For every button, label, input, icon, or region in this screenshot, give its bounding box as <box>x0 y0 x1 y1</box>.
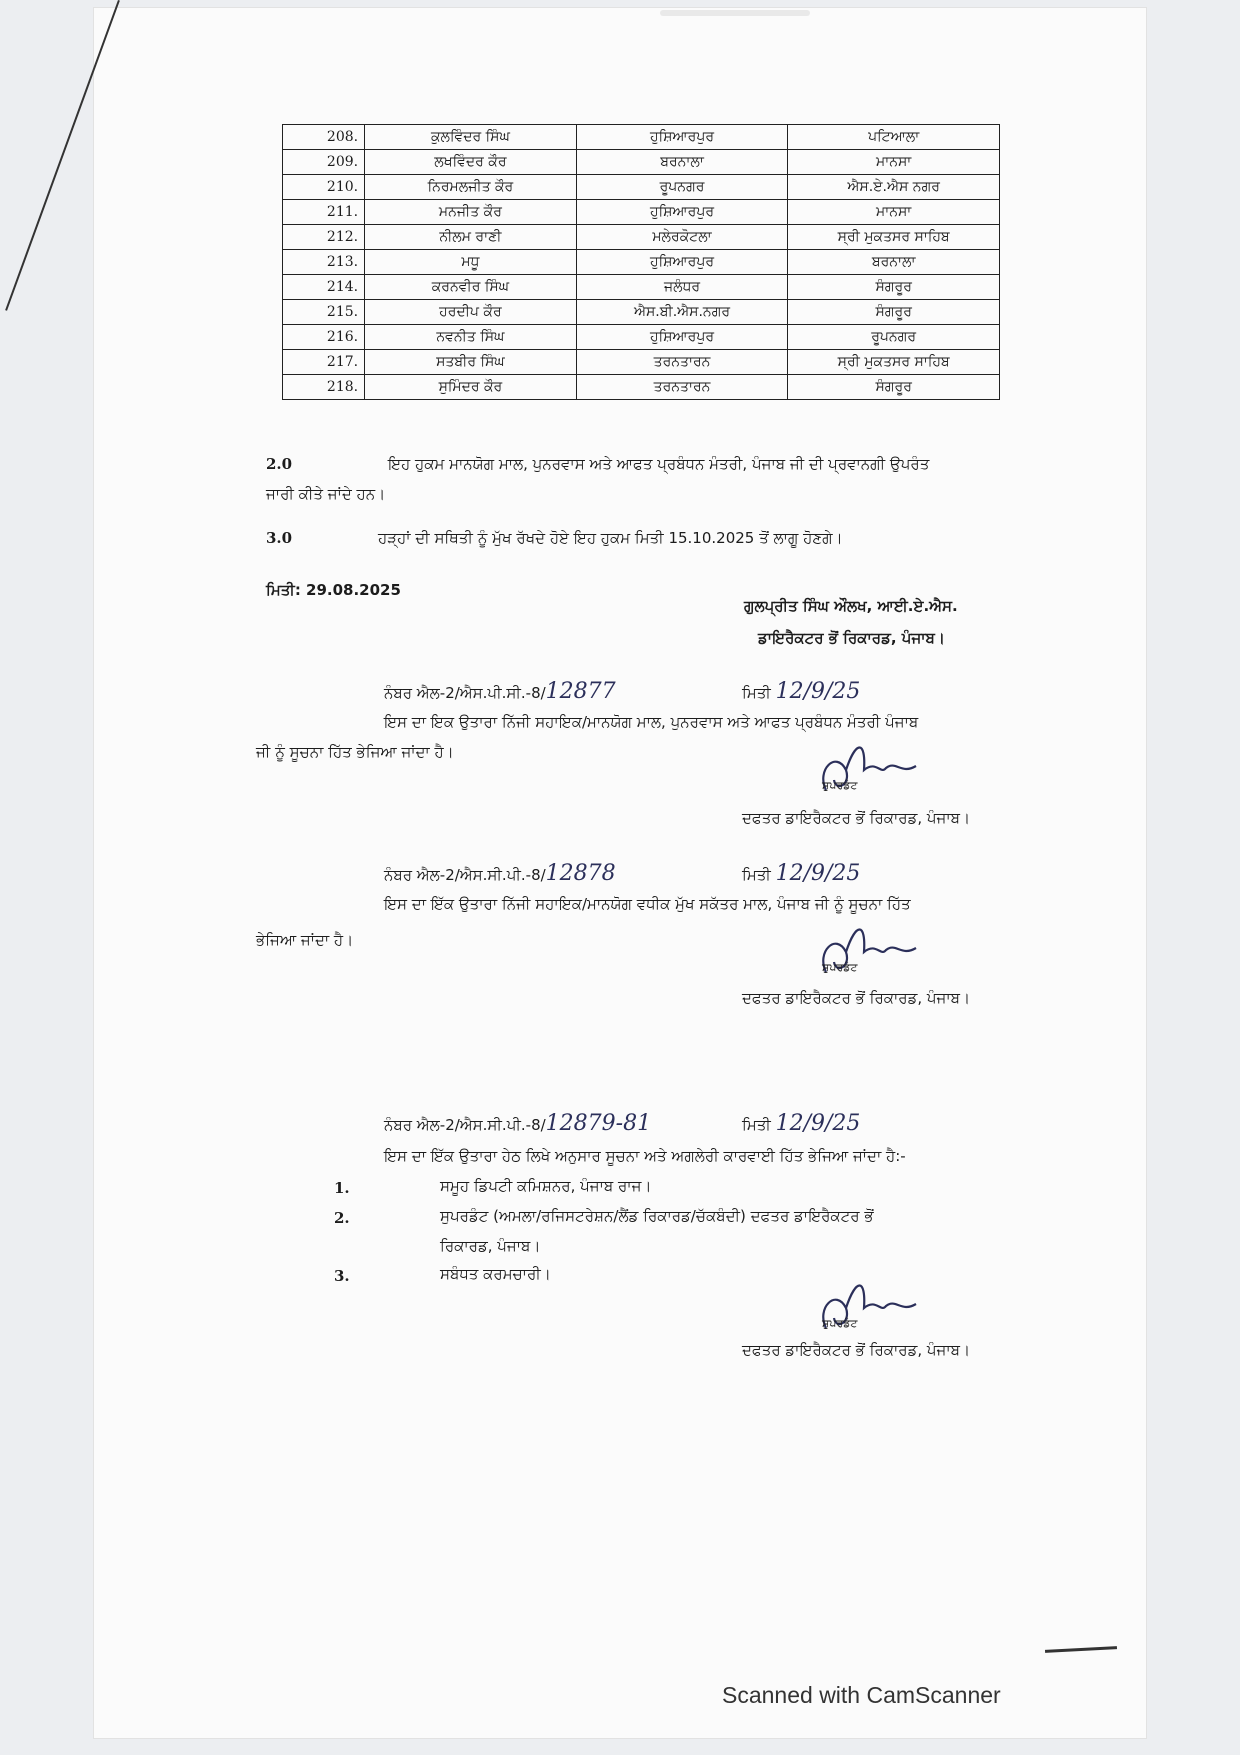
from-district-cell: ਬਰਨਾਲਾ <box>576 150 788 175</box>
to-district-cell: ਸੰਗਰੂਰ <box>788 275 1000 300</box>
serial-cell: 218. <box>283 375 365 400</box>
name-cell: ਮਧੂ <box>365 250 577 275</box>
date-handwritten: 12/9/25 <box>775 679 861 704</box>
serial-cell: 211. <box>283 200 365 225</box>
endorsement-3-line1: ਇਸ ਦਾ ਇੱਕ ਉਤਾਰਾ ਹੇਠ ਲਿਖੇ ਅਨੁਸਾਰ ਸੂਚਨਾ ਅਤੇ ਅਗਲੇਰੀ ਕਾਰਵਾਈ ਹਿੱਤ ਭੇਜਿਆ ਜਾਂਦਾ ਹੈ:- <box>384 1147 906 1165</box>
table-row <box>283 225 1000 250</box>
scanner-watermark: Scanned with CamScanner <box>722 1682 1001 1708</box>
table-row <box>283 325 1000 350</box>
from-district-cell: ਰੂਪਨਗਰ <box>576 175 788 200</box>
endorsement-2-date <box>742 860 860 889</box>
list-item-number: 3. <box>334 1267 350 1285</box>
list-item-number: 2. <box>334 1209 350 1227</box>
endorsement-2-line1: ਇਸ ਦਾ ਇੱਕ ਉਤਾਰਾ ਨਿੱਜੀ ਸਹਾਇਕ/ਮਾਨਯੋਗ ਵਧੀਕ ਮੁੱਖ ਸਕੱਤਰ ਮਾਲ, ਪੰਜਾਬ ਜੀ ਨੂੰ ਸੂਚਨਾ ਹਿੱਤ <box>384 895 911 913</box>
list-item-text: ਸੁਪਰਡੰਟ (ਅਮਲਾ/ਰਜਿਸਟਰੇਸ਼ਨ/ਲੈਂਡ ਰਿਕਾਰਡ/ਚੱਕਬੰਦੀ) ਦਫਤਰ ਡਾਇਰੈਕਟਰ ਭੋਂ <box>440 1207 874 1225</box>
endorsement-1-date <box>742 678 860 707</box>
table-row <box>283 375 1000 400</box>
name-cell: ਨਵਨੀਤ ਸਿੰਘ <box>365 325 577 350</box>
table-row <box>283 125 1000 150</box>
clause-2-number <box>266 450 292 478</box>
from-district-cell: ਮਲੇਰਕੋਟਲਾ <box>576 225 788 250</box>
date-handwritten: 12/9/25 <box>775 861 861 886</box>
name-cell: ਕੁਲਵਿੰਦਰ ਸਿੰਘ <box>365 125 577 150</box>
sig-caption: ਸੁਪਰਡੰਟ <box>822 961 858 974</box>
to-district-cell: ਐਸ.ਏ.ਐਸ ਨਗਰ <box>788 175 1000 200</box>
table-row <box>283 200 1000 225</box>
scan-artifact <box>660 10 810 16</box>
name-cell: ਨਿਰਮਲਜੀਤ ਕੌਰ <box>365 175 577 200</box>
clause-3-text: ਹੜ੍ਹਾਂ ਦੀ ਸਥਿਤੀ ਨੂੰ ਮੁੱਖ ਰੱਖਦੇ ਹੋਏ ਇਹ ਹੁਕਮ ਮਿਤੀ 15.10.2025 ਤੋਂ ਲਾਗੂ ਹੋਣਗੇ। <box>378 529 843 547</box>
list-item-number: 1. <box>334 1179 350 1197</box>
to-district-cell: ਮਾਨਸਾ <box>788 200 1000 225</box>
to-district-cell: ਸੰਗਰੂਰ <box>788 375 1000 400</box>
serial-cell: 216. <box>283 325 365 350</box>
table-row <box>283 150 1000 175</box>
signatory-title: ਡਾਇਰੈਕਟਰ ਭੋਂ ਰਿਕਾਰਡ, ਪੰਜਾਬ। <box>758 629 946 647</box>
clause-2-line2: ਜਾਰੀ ਕੀਤੇ ਜਾਂਦੇ ਹਨ। <box>266 485 386 503</box>
clause-number: 2.0 <box>266 455 293 473</box>
ref-number-printed: ਨੰਬਰ ਐਲ-2/ਐਸ.ਪੀ.ਸੀ.-8/ <box>384 684 546 702</box>
from-district-cell: ਤਰਨਤਾਰਨ <box>576 375 788 400</box>
to-district-cell: ਸ੍ਰੀ ਮੁਕਤਸਰ ਸਾਹਿਬ <box>788 350 1000 375</box>
from-district-cell: ਐਸ.ਬੀ.ਐਸ.ਨਗਰ <box>576 300 788 325</box>
sig-caption: ਸੁਪਰਡੰਟ <box>822 1317 858 1330</box>
list-item-text: ਸਬੰਧਤ ਕਰਮਚਾਰੀ। <box>440 1265 551 1283</box>
order-date: ਮਿਤੀ: 29.08.2025 <box>266 581 401 599</box>
table-row <box>283 350 1000 375</box>
date-handwritten: 12/9/25 <box>775 1111 861 1136</box>
clause-3-number <box>266 524 292 552</box>
name-cell: ਮਨਜੀਤ ਕੌਰ <box>365 200 577 225</box>
date-label: ਮਿਤੀ <box>742 866 771 884</box>
table-row <box>283 250 1000 275</box>
serial-cell: 209. <box>283 150 365 175</box>
ref-number-handwritten: 12878 <box>545 861 616 886</box>
serial-cell: 208. <box>283 125 365 150</box>
to-district-cell: ਪਟਿਆਲਾ <box>788 125 1000 150</box>
serial-cell: 212. <box>283 225 365 250</box>
to-district-cell: ਸੰਗਰੂਰ <box>788 300 1000 325</box>
endorsement-2-office: ਦਫਤਰ ਡਾਇਰੈਕਟਰ ਭੋਂ ਰਿਕਾਰਡ, ਪੰਜਾਬ। <box>742 989 971 1007</box>
name-cell: ਹਰਦੀਪ ਕੌਰ <box>365 300 577 325</box>
clause-2-line1: ਇਹ ਹੁਕਮ ਮਾਨਯੋਗ ਮਾਲ, ਪੁਨਰਵਾਸ ਅਤੇ ਆਫਤ ਪ੍ਰਬੰਧਨ ਮੰਤਰੀ, ਪੰਜਾਬ ਜੀ ਦੀ ਪ੍ਰਵਾਨਗੀ ਉਪਰੰਤ <box>388 455 930 473</box>
name-cell: ਲਖਵਿੰਦਰ ਕੌਰ <box>365 150 577 175</box>
list-item-text-cont: ਰਿਕਾਰਡ, ਪੰਜਾਬ। <box>440 1237 541 1255</box>
to-district-cell: ਬਰਨਾਲਾ <box>788 250 1000 275</box>
from-district-cell: ਹੁਸ਼ਿਆਰਪੁਰ <box>576 325 788 350</box>
ref-number-printed: ਨੰਬਰ ਐਲ-2/ਐਸ.ਸੀ.ਪੀ.-8/ <box>384 866 546 884</box>
name-cell: ਨੀਲਮ ਰਾਣੀ <box>365 225 577 250</box>
serial-cell: 213. <box>283 250 365 275</box>
sig-caption: ਸੁਪਰਡੰਟ <box>822 779 858 792</box>
endorsement-3-office: ਦਫਤਰ ਡਾਇਰੈਕਟਰ ਭੋਂ ਰਿਕਾਰਡ, ਪੰਜਾਬ। <box>742 1341 971 1359</box>
endorsement-2-ref <box>384 860 616 889</box>
name-cell: ਕਰਨਵੀਰ ਸਿੰਘ <box>365 275 577 300</box>
endorsement-1-office: ਦਫਤਰ ਡਾਇਰੈਕਟਰ ਭੋਂ ਰਿਕਾਰਡ, ਪੰਜਾਬ। <box>742 809 971 827</box>
endorsement-3-ref <box>384 1110 651 1139</box>
from-district-cell: ਜਲੰਧਰ <box>576 275 788 300</box>
endorsement-2-line2: ਭੇਜਿਆ ਜਾਂਦਾ ਹੈ। <box>256 931 354 949</box>
serial-cell: 214. <box>283 275 365 300</box>
from-district-cell: ਹੁਸ਼ਿਆਰਪੁਰ <box>576 250 788 275</box>
ref-number-handwritten: 12877 <box>545 679 616 704</box>
endorsement-3-date <box>742 1110 860 1139</box>
ref-number-handwritten: 12879-81 <box>545 1111 652 1136</box>
endorsement-1-line1: ਇਸ ਦਾ ਇਕ ਉਤਾਰਾ ਨਿੱਜੀ ਸਹਾਇਕ/ਮਾਨਯੋਗ ਮਾਲ, ਪੁਨਰਵਾਸ ਅਤੇ ਆਫਤ ਪ੍ਰਬੰਧਨ ਮੰਤਰੀ ਪੰਜਾਬ <box>384 713 919 731</box>
list-item-text: ਸਮੂਹ ਡਿਪਟੀ ਕਮਿਸ਼ਨਰ, ਪੰਜਾਬ ਰਾਜ। <box>440 1177 652 1195</box>
table-row <box>283 275 1000 300</box>
name-cell: ਸੁਮਿੰਦਰ ਕੌਰ <box>365 375 577 400</box>
serial-cell: 215. <box>283 300 365 325</box>
from-district-cell: ਹੁਸ਼ਿਆਰਪੁਰ <box>576 125 788 150</box>
from-district-cell: ਤਰਨਤਾਰਨ <box>576 350 788 375</box>
from-district-cell: ਹੁਸ਼ਿਆਰਪੁਰ <box>576 200 788 225</box>
signatory-name: ਗੁਲਪ੍ਰੀਤ ਸਿੰਘ ਔਲਖ, ਆਈ.ਏ.ਐਸ. <box>744 597 958 615</box>
table-row <box>283 175 1000 200</box>
serial-cell: 217. <box>283 350 365 375</box>
clause-number: 3.0 <box>266 529 293 547</box>
to-district-cell: ਮਾਨਸਾ <box>788 150 1000 175</box>
endorsement-1-line2: ਜੀ ਨੂੰ ਸੂਚਨਾ ਹਿੱਤ ਭੇਜਿਆ ਜਾਂਦਾ ਹੈ। <box>256 743 454 761</box>
serial-cell: 210. <box>283 175 365 200</box>
transfer-table <box>282 124 1000 400</box>
date-label: ਮਿਤੀ <box>742 684 771 702</box>
ref-number-printed: ਨੰਬਰ ਐਲ-2/ਐਸ.ਸੀ.ਪੀ.-8/ <box>384 1116 546 1134</box>
to-district-cell: ਰੂਪਨਗਰ <box>788 325 1000 350</box>
table-row <box>283 300 1000 325</box>
date-label: ਮਿਤੀ <box>742 1116 771 1134</box>
endorsement-1-ref <box>384 678 616 707</box>
to-district-cell: ਸ੍ਰੀ ਮੁਕਤਸਰ ਸਾਹਿਬ <box>788 225 1000 250</box>
name-cell: ਸਤਬੀਰ ਸਿੰਘ <box>365 350 577 375</box>
